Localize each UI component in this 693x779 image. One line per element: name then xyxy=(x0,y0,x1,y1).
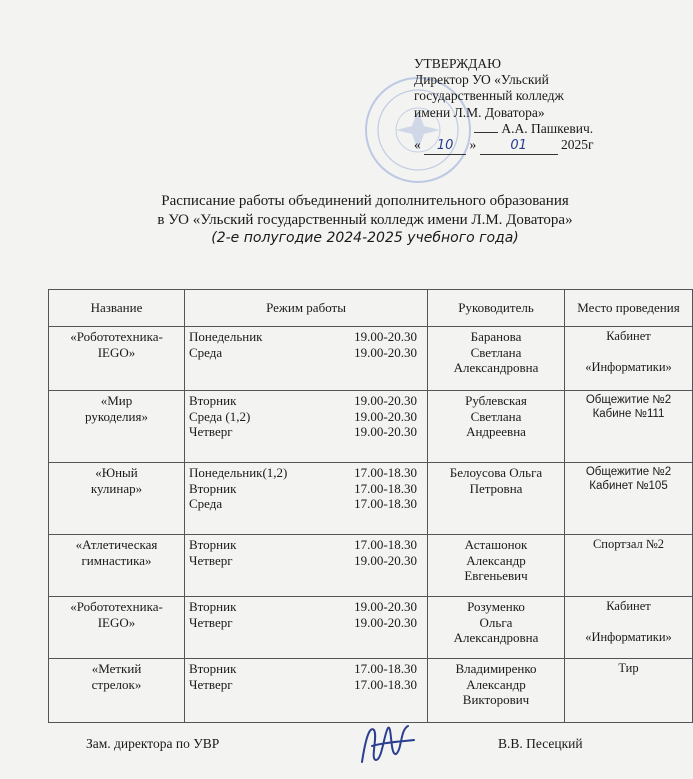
schedule-time: 19.00-20.30 xyxy=(354,408,417,424)
title-line-2: в УО «Ульский государственный колледж имени Л.М. Доватора» xyxy=(157,211,573,228)
schedule-line xyxy=(189,481,423,497)
cell-schedule xyxy=(185,535,428,597)
approval-line-3: имени Л.М. Доватора» xyxy=(414,104,545,120)
title-line-1: Расписание работы объединений дополнительного образования xyxy=(161,193,569,209)
schedule-line xyxy=(189,393,423,409)
date-year: 2025г xyxy=(561,137,594,153)
schedule-day: Вторник xyxy=(189,537,237,552)
head-line: Александровна xyxy=(453,630,539,645)
location-line: Кабинет №105 xyxy=(589,480,668,492)
schedule-day: Среда xyxy=(189,344,223,360)
location-line: Общежитие №2 xyxy=(585,394,672,406)
head-line: Асташонок xyxy=(464,537,528,552)
approval-signature-line xyxy=(414,121,684,137)
approval-title: УТВЕРЖДАЮ xyxy=(414,56,502,71)
schedule-line xyxy=(189,553,423,569)
schedule-day: Понедельник xyxy=(189,329,263,344)
schedule-time: 19.00-20.30 xyxy=(354,552,417,568)
cell-head xyxy=(428,327,565,391)
cell-schedule xyxy=(185,597,428,659)
table-row xyxy=(49,391,693,463)
approval-line-2: государственный колледж xyxy=(414,88,564,104)
head-line: Андреевна xyxy=(466,424,526,439)
location-line: Кабинет xyxy=(606,599,651,613)
name-line: «Меткий xyxy=(91,661,142,676)
title-subtitle: (2-е полугодие 2024-2025 учебного года) xyxy=(211,230,519,246)
head-line: Александр xyxy=(466,552,526,568)
head-line: Александр xyxy=(466,676,526,692)
location-line: Кабинет xyxy=(606,329,651,343)
approval-block xyxy=(414,56,684,155)
cell-head xyxy=(428,391,565,463)
column-header-name: Название xyxy=(49,290,185,327)
schedule-time: 19.00-20.30 xyxy=(354,599,417,614)
director-name: А.А. Пашкевич. xyxy=(501,120,594,136)
cell-name xyxy=(49,463,185,535)
head-line: Баранова xyxy=(470,329,522,344)
location-line: Спортзал №2 xyxy=(592,537,665,551)
schedule-time: 17.00-18.30 xyxy=(354,537,417,552)
cell-schedule xyxy=(185,463,428,535)
schedule-day: Четверг xyxy=(189,424,233,439)
name-line: рукоделия» xyxy=(85,408,148,424)
schedule-day: Среда (1,2) xyxy=(189,408,251,424)
schedule-day: Понедельник(1,2) xyxy=(189,465,288,480)
table-row xyxy=(49,327,693,391)
name-line: «Мир xyxy=(100,393,133,408)
schedule-day: Вторник xyxy=(189,661,237,676)
schedule-day: Четверг xyxy=(189,614,233,630)
table-header-row xyxy=(49,290,693,327)
location-line: Общежитие №2 xyxy=(585,466,672,478)
date-day: 10 xyxy=(424,138,466,155)
cell-location xyxy=(565,463,693,535)
document-title xyxy=(60,192,670,248)
schedule-line xyxy=(189,465,423,481)
schedule-day: Четверг xyxy=(189,676,233,692)
table-body xyxy=(49,327,693,723)
schedule-time: 19.00-20.30 xyxy=(354,393,417,408)
schedule-time: 19.00-20.30 xyxy=(354,329,417,344)
head-line: Александровна xyxy=(453,360,539,375)
name-line: стрелок» xyxy=(91,676,142,692)
head-line: Петровна xyxy=(469,480,523,496)
schedule-time: 19.00-20.30 xyxy=(354,614,417,630)
cell-location xyxy=(565,659,693,723)
head-line: Белоусова Ольга xyxy=(449,465,543,480)
table-row xyxy=(49,535,693,597)
location-line: Тир xyxy=(618,661,639,675)
cell-location xyxy=(565,391,693,463)
head-line: Розуменко xyxy=(467,599,525,614)
name-line: «Робототехника- xyxy=(70,599,163,614)
schedule-time: 17.00-18.30 xyxy=(354,661,417,676)
cell-schedule xyxy=(185,659,428,723)
name-line: «Робототехника- xyxy=(70,329,163,344)
cell-location xyxy=(565,535,693,597)
location-line: «Информатики» xyxy=(585,630,672,644)
head-line: Рублевская xyxy=(465,393,527,408)
schedule-day: Четверг xyxy=(189,552,233,568)
head-line: Светлана xyxy=(470,344,522,360)
schedule-time: 17.00-18.30 xyxy=(354,496,417,511)
name-line: IEGO» xyxy=(97,344,136,360)
date-open-quote: « xyxy=(414,137,421,153)
head-line: Викторович xyxy=(462,692,530,707)
schedule-line xyxy=(189,677,423,693)
footer-name: В.В. Песецкий xyxy=(498,736,583,751)
head-line: Ольга xyxy=(479,614,513,630)
cell-head xyxy=(428,535,565,597)
schedule-time: 17.00-18.30 xyxy=(354,480,417,496)
approval-date xyxy=(414,137,684,155)
approval-line-1: Директор УО «Ульский xyxy=(414,72,549,88)
cell-schedule xyxy=(185,327,428,391)
head-line: Евгеньевич xyxy=(464,568,528,583)
date-month: 01 xyxy=(480,138,558,155)
name-line: «Юный xyxy=(95,465,138,480)
schedule-line xyxy=(189,345,423,361)
name-line: IEGO» xyxy=(97,614,136,630)
table-row xyxy=(49,597,693,659)
column-header-schedule: Режим работы xyxy=(185,290,428,327)
cell-name xyxy=(49,535,185,597)
location-line: «Информатики» xyxy=(585,360,672,374)
head-line: Владимиренко xyxy=(455,661,537,676)
signature-underline xyxy=(474,132,498,133)
schedule-time: 17.00-18.30 xyxy=(354,676,417,692)
date-close-quote: » xyxy=(469,137,477,153)
schedule-line xyxy=(189,409,423,425)
name-line: «Атлетическая xyxy=(75,537,158,552)
cell-location xyxy=(565,327,693,391)
schedule-day: Среда xyxy=(189,496,223,511)
footer-position: Зам. директора по УВР xyxy=(86,736,220,751)
column-header-head: Руководитель xyxy=(428,290,565,327)
schedule-line xyxy=(189,424,423,440)
schedule-day: Вторник xyxy=(189,480,237,496)
schedule-line xyxy=(189,615,423,631)
schedule-day: Вторник xyxy=(189,599,237,614)
cell-head xyxy=(428,659,565,723)
location-line xyxy=(569,345,688,361)
schedule-time: 17.00-18.30 xyxy=(354,465,417,480)
schedule-table xyxy=(48,289,693,723)
schedule-line xyxy=(189,661,423,677)
cell-schedule xyxy=(185,391,428,463)
table-row xyxy=(49,659,693,723)
location-line xyxy=(569,615,688,631)
schedule-line xyxy=(189,496,423,512)
handwritten-signature xyxy=(352,716,422,774)
cell-name xyxy=(49,391,185,463)
cell-head xyxy=(428,597,565,659)
head-line: Светлана xyxy=(470,408,522,424)
schedule-line xyxy=(189,599,423,615)
cell-head xyxy=(428,463,565,535)
schedule-time: 19.00-20.30 xyxy=(354,424,417,439)
schedule-line xyxy=(189,537,423,553)
cell-location xyxy=(565,597,693,659)
name-line: гимнастика» xyxy=(81,552,152,568)
schedule-time: 19.00-20.30 xyxy=(354,344,417,360)
name-line: кулинар» xyxy=(90,480,143,496)
schedule-line xyxy=(189,329,423,345)
cell-name xyxy=(49,327,185,391)
schedule-day: Вторник xyxy=(189,393,237,408)
location-line: Кабине №111 xyxy=(592,408,665,420)
cell-name xyxy=(49,597,185,659)
cell-name xyxy=(49,659,185,723)
column-header-location: Место проведения xyxy=(565,290,693,327)
table-row xyxy=(49,463,693,535)
